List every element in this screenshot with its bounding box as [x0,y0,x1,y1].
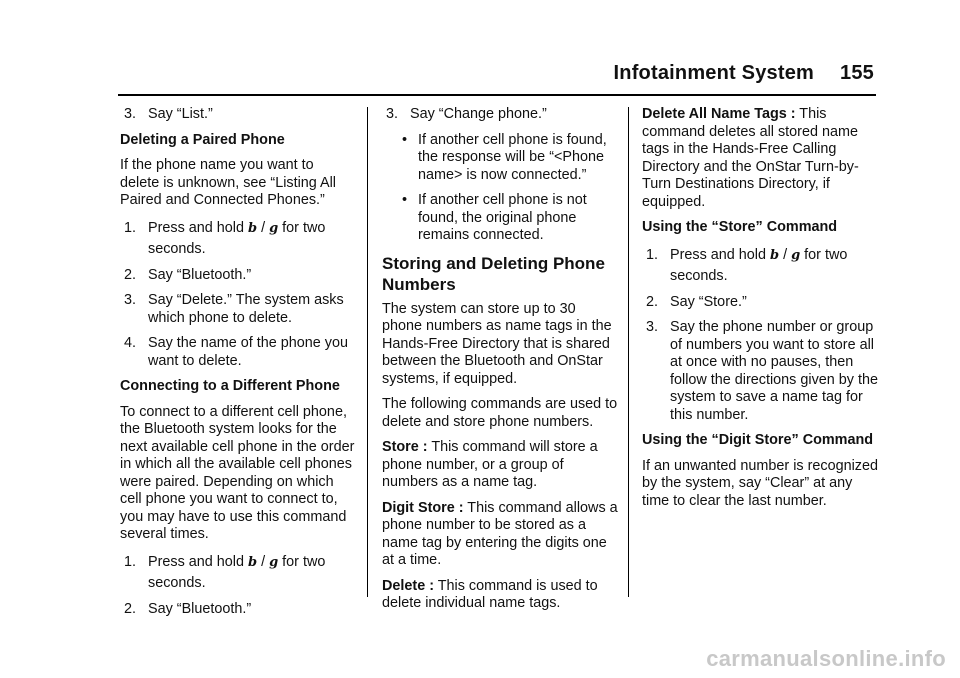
step-number: 1. [124,219,137,236]
step-text: Say “Bluetooth.” [148,600,252,617]
step-text: Say “List.” [148,106,213,122]
list-item [120,601,356,619]
bullet-item [402,192,618,245]
push-to-talk-icon: b [248,554,258,570]
push-to-talk-icon: b [770,247,780,263]
step-number: 3. [646,319,659,335]
paragraph: If an unwanted number is recognized by the system, say “Clear” at any time to clear the last number. [642,457,878,509]
list-item [642,294,878,312]
list-item [120,292,356,327]
bullet-item [402,132,618,185]
step-number: 2. [124,266,137,283]
step-text: for two seconds. [148,553,326,591]
step-number: 2. [646,293,659,310]
heading-deleting-paired-phone: Deleting a Paired Phone [120,131,285,148]
bullet-icon: • [402,192,408,208]
step-text: Say the phone number or group of numbers you want to store all at once with no pauses, then follow the directions given by the system to save a name tag for this number. [670,319,878,423]
page-number: 155 [840,62,874,84]
step-text: Press and hold [670,246,770,263]
bullet-icon: • [402,131,408,148]
slash: / [779,246,792,263]
step-text: Press and hold [148,219,248,236]
list-item [120,106,356,124]
section-title: Infotainment System [613,62,815,84]
term-label: Delete : [382,577,434,594]
column-1 [120,106,356,626]
store-definition [382,439,618,492]
term-text: This command deletes all stored name tags in the Hands-Free Calling Directory and the OnStar Turn-by-Turn Destinations Directory, if equipped. [642,106,859,210]
column-divider [628,107,629,597]
heading-store-command: Using the “Store” Command [642,219,838,235]
term-label: Digit Store : [382,499,464,516]
list-item [382,106,618,124]
list-item [642,245,878,286]
voice-recognition-icon: g [269,220,279,236]
delete-definition [382,578,618,613]
list-item [120,552,356,593]
voice-recognition-icon: g [269,554,279,570]
term-text: This command allows a phone number to be stored as a name tag by entering the digits one at a time. [382,499,618,568]
step-text: for two seconds. [148,219,326,257]
step-text: Say “Bluetooth.” [148,266,252,283]
bullet-text: If another cell phone is not found, the original phone remains connected. [418,192,587,243]
term-label: Delete All Name Tags : [642,106,796,122]
column-3 [642,106,878,518]
term-text: This command will store a phone number, or a group of numbers as a name tag. [382,439,598,490]
heading-connecting-different-phone: Connecting to a Different Phone [120,378,340,394]
page-header [614,62,874,85]
slash: / [257,553,270,570]
bullet-text: If another cell phone is found, the response will be “<Phone name> is now connected.” [418,131,607,183]
paragraph: If the phone name you want to delete is unknown, see “Listing All Paired and Connected Phones.” [120,157,336,208]
voice-recognition-icon: g [791,247,801,263]
digit-store-definition [382,500,618,570]
step-text: Say “Change phone.” [410,106,547,122]
step-text: Say the name of the phone you want to delete. [148,335,349,369]
step-number: 3. [386,106,399,122]
step-number: 1. [124,553,137,570]
term-text: This command is used to delete individual name tags. [382,577,598,611]
paragraph: To connect to a different cell phone, the Bluetooth system looks for the next available cell phone in the order in which all the available cell phones were paired. Depending on which cell phone you want to connect to, you may have to use this command several times. [120,403,355,542]
term-label: Store : [382,439,428,455]
delete-all-definition [642,106,878,211]
step-text: Say “Store.” [670,293,747,310]
watermark: carmanualsonline.info [706,646,946,671]
list-item [642,319,878,424]
paragraph: The system can store up to 30 phone numbers as name tags in the Hands-Free Directory that is shared between the Bluetooth and OnStar systems, if equipped. [382,300,612,387]
list-item [120,267,356,285]
column-divider [367,107,368,597]
heading-digit-store-command: Using the “Digit Store” Command [642,432,874,448]
step-text: Press and hold [148,553,248,570]
slash: / [257,219,270,236]
step-number: 2. [124,600,137,617]
step-number: 3. [124,106,137,122]
header-rule [118,94,876,96]
push-to-talk-icon: b [248,220,258,236]
column-2 [382,106,618,621]
heading-storing-deleting: Storing and Deleting Phone Numbers [382,253,605,294]
step-text: for two seconds. [670,246,848,284]
step-number: 3. [124,292,137,308]
list-item [120,218,356,259]
step-number: 1. [646,246,659,263]
step-text: Say “Delete.” The system asks which phone to delete. [148,292,344,326]
step-number: 4. [124,335,137,351]
list-item [120,335,356,370]
paragraph: The following commands are used to delete and store phone numbers. [382,396,618,430]
